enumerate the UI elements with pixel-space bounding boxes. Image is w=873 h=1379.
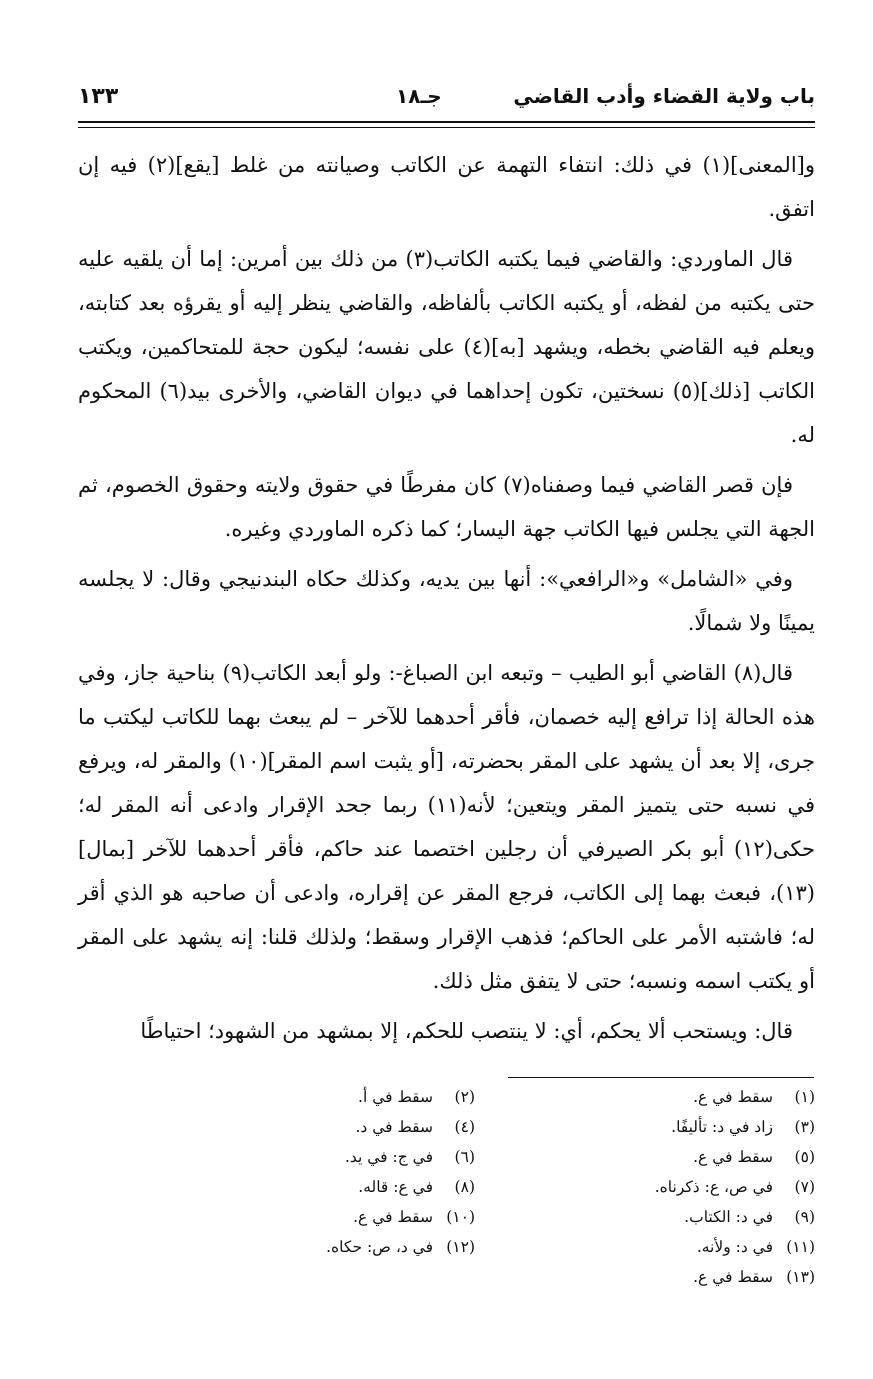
footnote-text: في ص، ع: ذكرناه. [654,1178,773,1196]
footnote-text: زاد في د: تأليفًا. [671,1118,773,1136]
footnote-text: سقط في ع. [693,1268,773,1286]
header-rule-thick [78,121,815,123]
running-header [78,78,815,116]
footnote [515,1142,815,1172]
footnote-text: سقط في ع. [693,1148,773,1166]
footnote-number: (٩) [794,1208,815,1226]
header-rule-thin [78,127,815,128]
footnote [515,1112,815,1142]
footnote-number: (٧) [794,1178,815,1196]
footnote [515,1172,815,1202]
footnote [515,1232,815,1262]
footnote-text: سقط في ع. [693,1088,773,1106]
paragraph: قال: ويستحب ألا يحكم، أي: لا ينتصب للحكم، إلا بمشهد من الشهود؛ احتياطًا [140,1019,793,1043]
footnote-number: (٨) [454,1178,475,1196]
footnote [175,1202,475,1232]
footnotes-right-column [515,1082,815,1292]
page-number: ١٣٣ [78,84,119,109]
paragraph: فإن قصر القاضي فيما وصفناه(٧) كان مفرطًا في حقوق ولايته وحقوق الخصوم، ثم الجهة التي يجلس فيها الكاتب جهة اليسار؛ كما ذكره الماوردي وغيره. [78,473,815,541]
footnote [175,1172,475,1202]
paragraph: وفي «الشامل» و«الرافعي»: أنها بين يديه، وكذلك حكاه البندنيجي وقال: لا يجلسه يمينًا ولا شمالًا. [78,567,815,635]
footnote [175,1082,475,1112]
footnote-text: في د، ص: حكاه. [326,1238,433,1256]
footnote-number: (٦) [454,1148,475,1166]
footnote-text: في ج: في يد. [344,1148,433,1166]
footnote [515,1202,815,1232]
footnote-number: (٤) [454,1118,475,1136]
paragraph: قال(٨) القاضي أبو الطيب – وتبعه ابن الصباغ-: ولو أبعد الكاتب(٩) بناحية جاز، وفي هذه الحالة إذا ترافع إليه خصمان، فأقر أحدهما للآخر – لم يبعث بهما للكاتب ليكتب ما جرى، إلا بعد أن يشهد على المقر بحضرته، [أو يثبت اسم المقر](١٠) والمقر له، ويرفع في نسبه حتى يتميز المقر ويتعين؛ لأنه(١١) ربما جحد الإقرار وادعى أنه المقر له؛ حكى(١٢) أبو بكر الصيرفي أن رجلين اختصما عند حاكم، فأقر أحدهما للآخر [بمال](١٣)، فبعث بهما إلى الكاتب، فرجع المقر عن إقراره، وادعى أن صاحبه هو الذي أقر له؛ فاشتبه الأمر على الحاكم؛ فذهب الإقرار وسقط؛ ولذلك قلنا: إنه يشهد على المقر أو يكتب اسمه ونسبه؛ حتى لا يتفق مثل ذلك. [78,661,815,993]
footnote-number: (١١) [786,1238,815,1256]
footnote [175,1112,475,1142]
footnote-text: سقط في د. [355,1118,433,1136]
footnote-number: (٣) [794,1118,815,1136]
footnote-number: (١٢) [446,1238,475,1256]
footnote-number: (١٣) [786,1268,815,1286]
footnote-text: سقط في أ. [358,1088,433,1106]
chapter-title: باب ولاية القضاء وأدب القاضي [513,84,815,108]
footnotes-left-column [175,1082,475,1262]
footnote [515,1262,815,1292]
footnote-separator [508,1077,814,1078]
footnote-text: في ع: قاله. [358,1178,433,1196]
footnote-number: (٢) [454,1088,475,1106]
footnote [175,1232,475,1262]
footnote-text: في د: ولأنه. [696,1238,773,1256]
footnote-number: (٥) [794,1148,815,1166]
footnote-text: سقط في ع. [353,1208,433,1226]
volume-label: جـ١٨ [396,84,442,108]
paragraph: و[المعنى](١) في ذلك: انتفاء التهمة عن الكاتب وصيانته من غلط [يقع](٢) فيه إن اتفق. [78,153,816,221]
footnote [515,1082,815,1112]
footnote-number: (١٠) [446,1208,475,1226]
footnote [175,1142,475,1172]
footnote-text: في د: الكتاب. [684,1208,773,1226]
main-text [78,143,815,1059]
footnote-number: (١) [794,1088,815,1106]
paragraph: قال الماوردي: والقاضي فيما يكتبه الكاتب(٣) من ذلك بين أمرين: إما أن يلقيه عليه حتى يكتبه من لفظه، أو يكتبه الكاتب بألفاظه، والقاضي ينظر إليه أو يقرؤه بعد كتابته، ويعلم فيه القاضي بخطه، ويشهد [به](٤) على نفسه؛ ليكون حجة للمتحاكمين، ويكتب الكاتب [ذلك](٥) نسختين، تكون إحداهما في ديوان القاضي، والأخرى بيد(٦) المحكوم له. [78,247,816,447]
